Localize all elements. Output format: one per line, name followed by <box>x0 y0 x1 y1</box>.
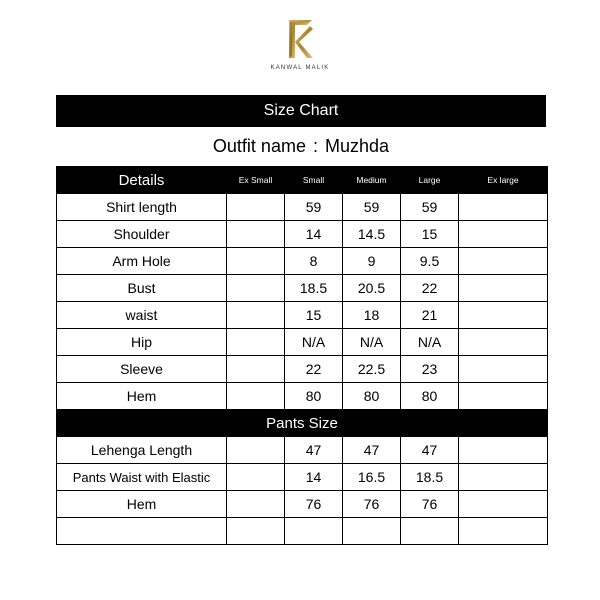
shirt-size-value <box>227 356 285 383</box>
shirt-row-label: Hem <box>57 383 227 410</box>
shirt-size-value <box>459 194 548 221</box>
shirt-size-value: N/A <box>343 329 401 356</box>
shirt-size-value: 80 <box>343 383 401 410</box>
shirt-row <box>57 329 548 356</box>
shirt-size-value: 59 <box>401 194 459 221</box>
pants-row <box>57 437 548 464</box>
shirt-size-value: 18 <box>343 302 401 329</box>
shirt-row <box>57 221 548 248</box>
pants-size-value: 47 <box>343 437 401 464</box>
shirt-size-value <box>459 383 548 410</box>
pants-size-value: 47 <box>401 437 459 464</box>
pants-row-label: Hem <box>57 491 227 518</box>
shirt-size-value <box>459 302 548 329</box>
shirt-size-value <box>459 221 548 248</box>
shirt-row-label: Shirt length <box>57 194 227 221</box>
brand-name: KANWAL MALIK <box>270 65 330 71</box>
shirt-row-label: Shoulder <box>57 221 227 248</box>
pants-size-value: 18.5 <box>401 464 459 491</box>
shirt-size-value: 23 <box>401 356 459 383</box>
pants-row <box>57 491 548 518</box>
pants-size-value <box>459 491 548 518</box>
pants-row <box>57 464 548 491</box>
pants-size-value <box>459 518 548 545</box>
pants-size-heading: Pants Size <box>57 410 548 437</box>
table-header-row <box>57 167 548 194</box>
shirt-row <box>57 194 548 221</box>
shirt-size-value: 59 <box>343 194 401 221</box>
kanwal-malik-k-monogram-icon <box>286 18 314 62</box>
shirt-row <box>57 275 548 302</box>
shirt-size-value: N/A <box>401 329 459 356</box>
shirt-size-value: 21 <box>401 302 459 329</box>
shirt-size-value <box>227 248 285 275</box>
shirt-size-value: 14 <box>285 221 343 248</box>
pants-row-label: Pants Waist with Elastic <box>57 464 227 491</box>
outfit-name-label: Outfit name <box>212 136 306 156</box>
pants-size-value <box>285 518 343 545</box>
pants-size-value <box>227 464 285 491</box>
shirt-size-value <box>227 275 285 302</box>
pants-size-value: 76 <box>401 491 459 518</box>
shirt-row <box>57 383 548 410</box>
shirt-size-value: 9 <box>343 248 401 275</box>
shirt-size-value <box>227 383 285 410</box>
pants-size-value: 16.5 <box>343 464 401 491</box>
size-chart-table <box>56 166 548 545</box>
shirt-size-value <box>227 221 285 248</box>
shirt-size-value <box>459 356 548 383</box>
shirt-row-label: Sleeve <box>57 356 227 383</box>
brand-logo <box>270 18 330 76</box>
shirt-size-value <box>227 329 285 356</box>
shirt-size-value: 22.5 <box>343 356 401 383</box>
pants-size-value <box>227 437 285 464</box>
shirt-size-value <box>459 248 548 275</box>
shirt-size-value <box>459 275 548 302</box>
pants-size-value <box>227 518 285 545</box>
column-header-details: Details <box>57 167 227 194</box>
shirt-size-value: 15 <box>285 302 343 329</box>
shirt-size-value: 15 <box>401 221 459 248</box>
shirt-size-value: 14.5 <box>343 221 401 248</box>
column-header-medium: Medium <box>343 167 401 194</box>
pants-size-value <box>227 491 285 518</box>
pants-size-value: 76 <box>343 491 401 518</box>
pants-size-value <box>459 437 548 464</box>
column-header-large: Large <box>401 167 459 194</box>
shirt-size-value: 59 <box>285 194 343 221</box>
shirt-size-value: N/A <box>285 329 343 356</box>
outfit-name-line <box>56 133 546 159</box>
pants-size-value: 14 <box>285 464 343 491</box>
column-header-ex-small: Ex Small <box>227 167 285 194</box>
outfit-name-value: Muzhda <box>325 136 390 156</box>
size-chart-title: Size Chart <box>56 95 546 127</box>
pants-size-value: 47 <box>285 437 343 464</box>
pants-size-value: 76 <box>285 491 343 518</box>
shirt-size-value: 9.5 <box>401 248 459 275</box>
shirt-size-value: 80 <box>401 383 459 410</box>
shirt-row-label: Hip <box>57 329 227 356</box>
shirt-row <box>57 302 548 329</box>
pants-size-section-row <box>57 410 548 437</box>
shirt-size-value: 18.5 <box>285 275 343 302</box>
shirt-row-label: Bust <box>57 275 227 302</box>
outfit-name-separator: : <box>312 136 318 156</box>
shirt-size-value: 20.5 <box>343 275 401 302</box>
shirt-size-value: 8 <box>285 248 343 275</box>
shirt-size-value: 22 <box>285 356 343 383</box>
shirt-size-value: 80 <box>285 383 343 410</box>
shirt-size-value <box>459 329 548 356</box>
column-header-ex-large: Ex large <box>459 167 548 194</box>
shirt-size-value <box>227 194 285 221</box>
pants-row <box>57 518 548 545</box>
pants-size-value <box>459 464 548 491</box>
pants-row-label: Lehenga Length <box>57 437 227 464</box>
column-header-small: Small <box>285 167 343 194</box>
pants-size-value <box>343 518 401 545</box>
shirt-size-value: 22 <box>401 275 459 302</box>
shirt-row-label: waist <box>57 302 227 329</box>
pants-size-value <box>401 518 459 545</box>
shirt-row <box>57 356 548 383</box>
shirt-row-label: Arm Hole <box>57 248 227 275</box>
shirt-row <box>57 248 548 275</box>
pants-row-label <box>57 518 227 545</box>
shirt-size-value <box>227 302 285 329</box>
